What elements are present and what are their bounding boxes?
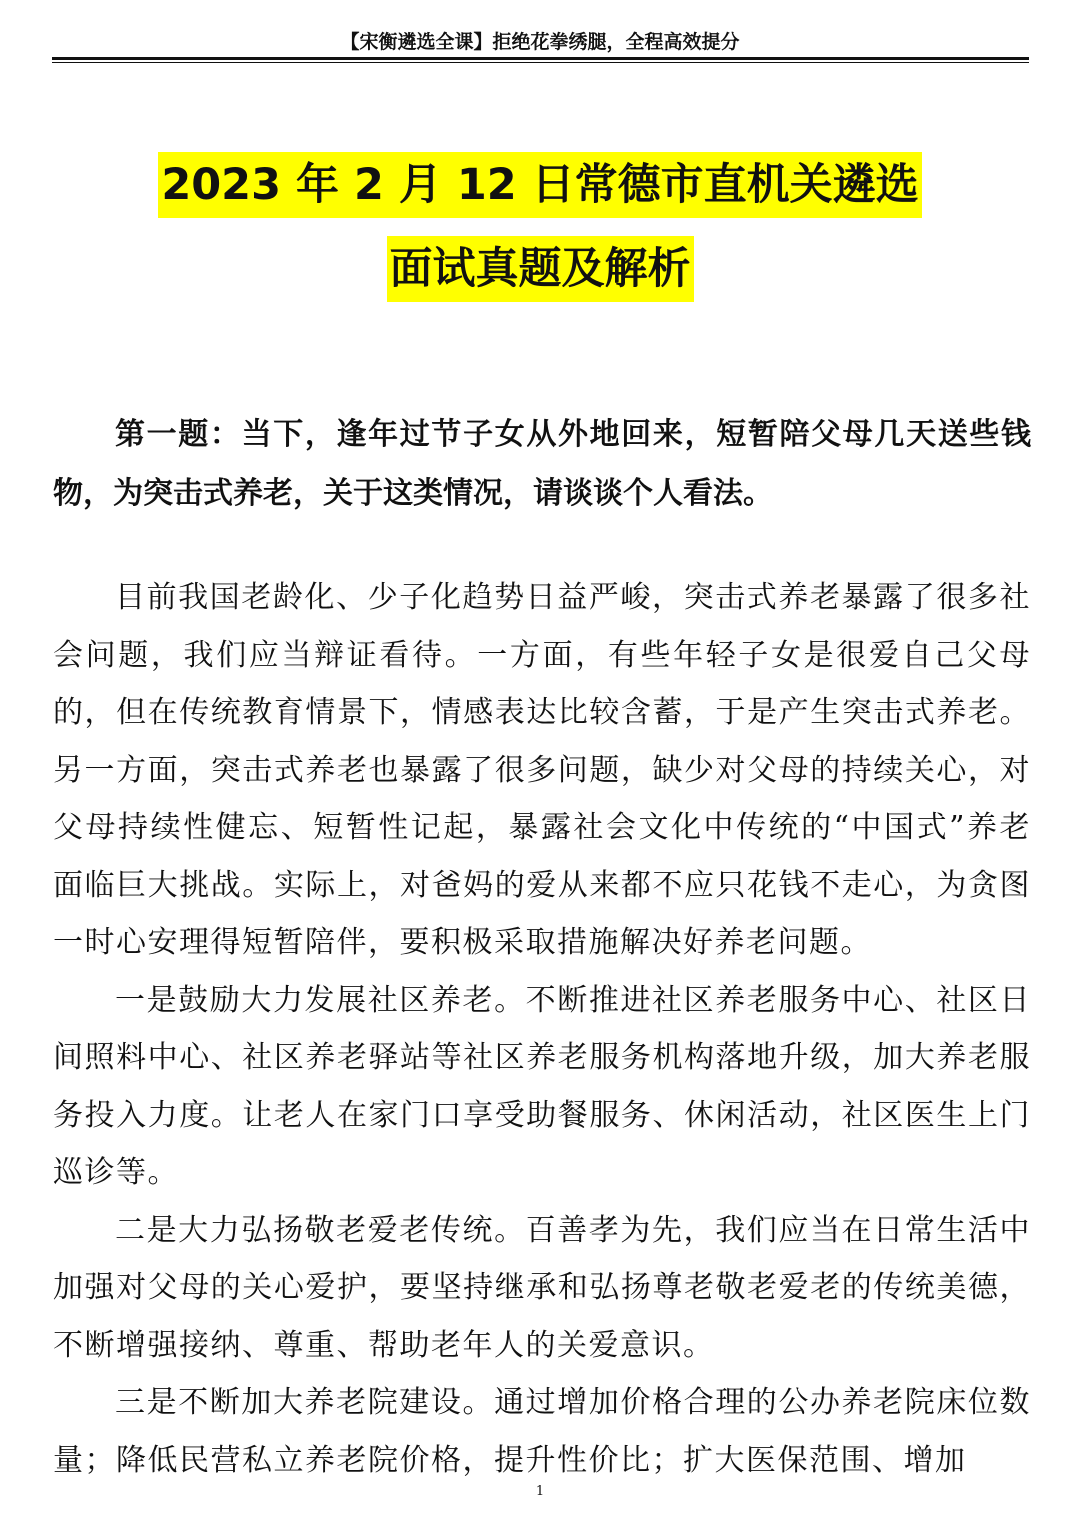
header-rule-thick: [52, 57, 1029, 60]
document-title-line-2: [0, 236, 1080, 302]
answer-paragraph: 三是不断加大养老院建设。通过增加价格合理的公办养老院床位数量；降低民营私立养老院价格，提升性价比；扩大医保范围、增加: [53, 1385, 1031, 1478]
answer-paragraph: 一是鼓励大力发展社区养老。不断推进社区养老服务中心、社区日间照料中心、社区养老驿站等社区养老服务机构落地升级，加大养老服务投入力度。让老人在家门口享受助餐服务、休闲活动，社区医生上门巡诊等。: [53, 982, 1031, 1190]
title-line-2-text: 面试真题及解析: [387, 236, 694, 302]
title-line-1-text: 2023 年 2 月 12 日常德市直机关遴选: [158, 152, 921, 218]
page-number: 1: [535, 1484, 545, 1499]
question-text: 第一题：当下，逢年过节子女从外地回来，短暂陪父母几天送些钱物，为突击式养老，关于这类情况，请谈谈个人看法。: [53, 417, 1031, 511]
page-header: 【宋衡遴选全课】拒绝花拳绣腿，全程高效提分: [340, 31, 740, 53]
document-title-line-1: [0, 152, 1080, 218]
answer-paragraph: 二是大力弘扬敬老爱老传统。百善孝为先，我们应当在日常生活中加强对父母的关心爱护，要坚持继承和弘扬尊老敬老爱老的传统美德，不断增强接纳、尊重、帮助老年人的关爱意识。: [53, 1212, 1031, 1363]
answer-body: [53, 569, 1031, 1489]
answer-paragraph: 目前我国老龄化、少子化趋势日益严峻，突击式养老暴露了很多社会问题，我们应当辩证看待。一方面，有些年轻子女是很爱自己父母的，但在传统教育情景下，情感表达比较含蓄，于是产生突击式养老。另一方面，突击式养老也暴露了很多问题，缺少对父母的持续关心，对父母持续性健忘、短暂性记起，暴露社会文化中传统的“中国式”养老面临巨大挑战。实际上，对爸妈的爱从来都不应只花钱不走心，为贪图一时心安理得短暂陪伴，要积极采取措施解决好养老问题。: [53, 580, 1031, 960]
header-rule-thin: [52, 62, 1029, 63]
